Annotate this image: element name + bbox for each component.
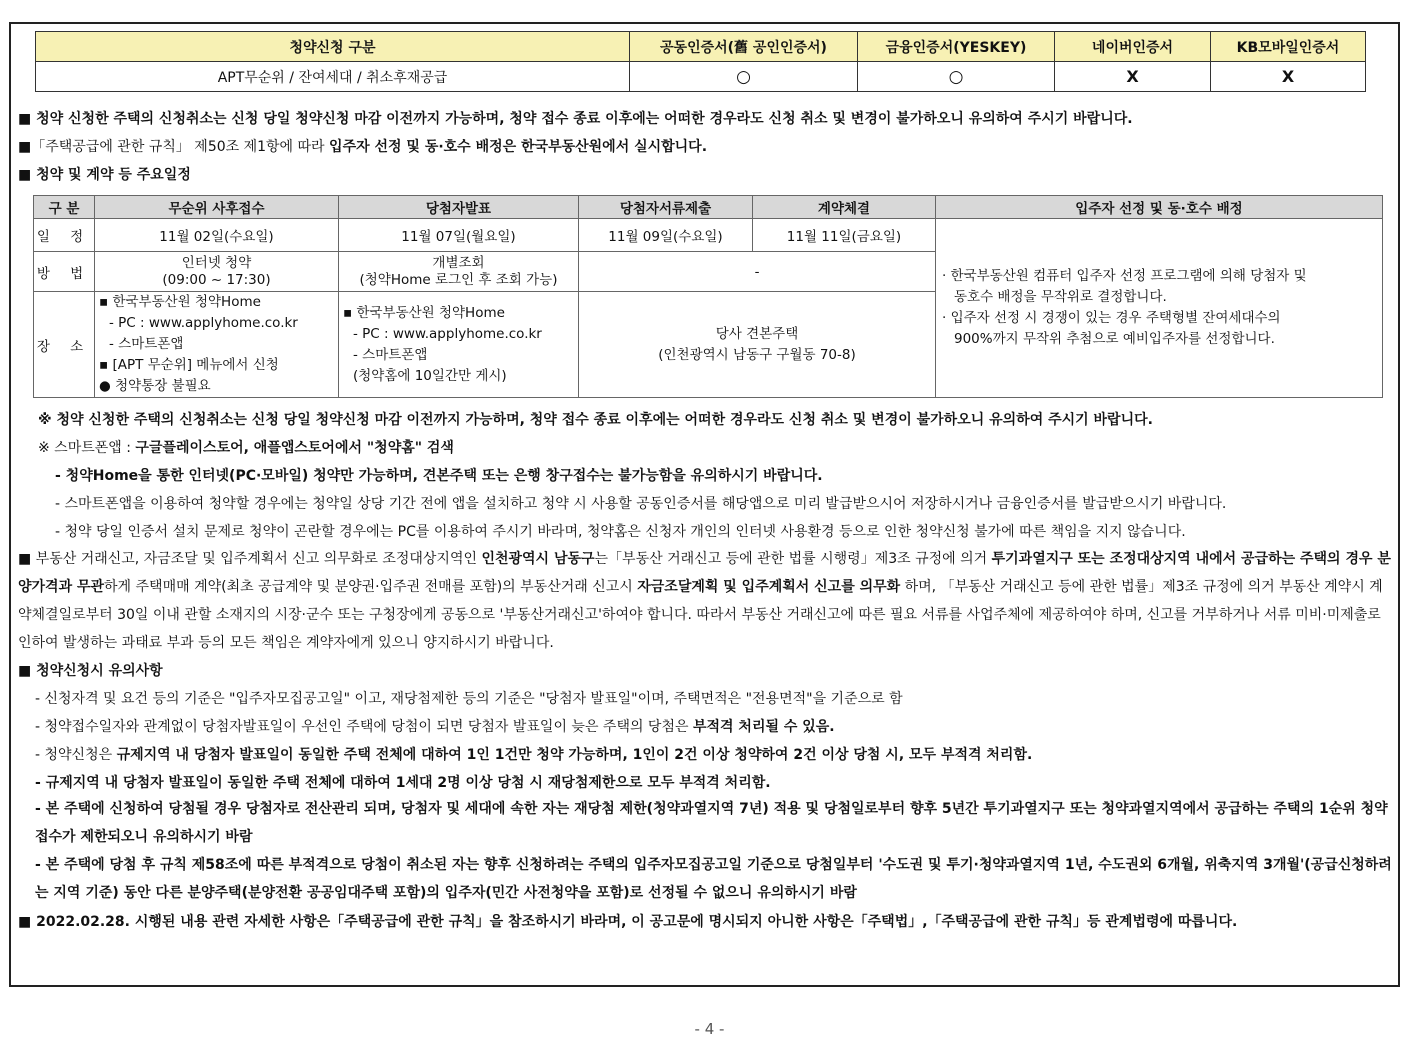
date-apply: 11월 02일(수요일)	[95, 219, 339, 252]
realestate-text: 하며, 「부동산 거래신고 등에 관한 법률」제3조 규정에 의거 부동산 계약시 계약체결일로부터 30일 이내 관할 소재지의 시장·군수 또는 구청장에게 공동으로 '부동산거래신고'하여야 합니다. 따라서 부동산 거래신고에 따른 필요 서류를 사업주체에 제공하여야 하며, 신고를 거부하거나 서류 미비·미제출로 인하여 발생하는 과태료 부과 등의 모든 책임은 계약자에게 있으니 양지하시기 바랍니다.	[18, 579, 1383, 651]
cert-header-naver: 네이버인증서	[1055, 32, 1211, 62]
date-contract: 11월 11일(금요일)	[753, 219, 936, 252]
place-apply-line: ▪ [APT 무순위] 메뉴에서 신청	[99, 357, 279, 373]
realestate-text: ■ 부동산 거래신고, 자금조달 및 입주계획서 신고 의무화로 조정대상지역인	[18, 551, 482, 567]
place-contract	[579, 292, 936, 398]
cert-header-financial: 금융인증서(YESKEY)	[858, 32, 1055, 62]
cert-row-joint: ○	[630, 62, 858, 92]
row-label-place: 장 소	[34, 292, 95, 398]
schedule-header-contract: 계약체결	[753, 196, 936, 219]
method-rest: -	[579, 252, 936, 292]
realestate-paragraph	[18, 545, 1396, 657]
caution-text: - 청약접수일자와 관계없이 당첨자발표일이 우선인 주택에 당첨이 되면 당첨자 발표일이 늦은 주택의 당첨은	[35, 719, 693, 735]
schedule-heading: ■ 청약 및 계약 등 주요일정	[18, 167, 191, 183]
certificate-table-header	[36, 32, 1366, 62]
place-announce-line: - 스마트폰앱	[353, 346, 428, 363]
schedule-header-assign: 입주자 선정 및 동·호수 배정	[936, 196, 1383, 219]
note-smartphone-app	[38, 437, 454, 457]
caution-bold: 부적격 처리될 수 있음.	[692, 719, 835, 735]
table-row	[36, 62, 1366, 92]
method-apply-time: (09:00 ~ 17:30)	[162, 271, 271, 288]
note-smartphone-search: 구글플레이스토어, 애플앱스토어에서 "청약홈" 검색	[135, 440, 454, 456]
schedule-table-header	[34, 196, 1383, 219]
cert-row-naver: X	[1055, 62, 1211, 92]
schedule-header-category: 구 분	[34, 196, 95, 219]
place-apply-line: ● 청약통장 불필요	[99, 378, 211, 394]
assign-note-line: 900%까지 무작위 추첨으로 예비입주자를 선정합니다.	[954, 331, 1275, 347]
cert-header-kb: KB모바일인증서	[1211, 32, 1366, 62]
schedule-table	[33, 195, 1383, 398]
page-number: - 4 -	[694, 1020, 725, 1038]
row-label-date: 일 정	[34, 219, 95, 252]
place-announce-line: - PC : www.applyhome.co.kr	[353, 325, 542, 342]
schedule-header-announce: 당첨자발표	[339, 196, 579, 219]
note-smartphone-label: ※ 스마트폰앱 :	[38, 440, 136, 456]
date-announce: 11월 07일(월요일)	[339, 219, 579, 252]
caution-item	[35, 716, 835, 736]
cert-row-type: APT무순위 / 잔여세대 / 취소후재공급	[36, 62, 630, 92]
method-apply	[95, 252, 339, 292]
assign-note-line: · 입주자 선정 시 경쟁이 있는 경우 주택형별 잔여세대수의	[942, 310, 1281, 326]
place-contract-line: 당사 견본주택	[715, 325, 799, 342]
note-internet-only: - 청약Home을 통한 인터넷(PC·모바일) 청약만 가능하며, 견본주택 또는 은행 창구접수는 불가능함을 유의하시기 바랍니다.	[55, 468, 823, 484]
realestate-region: 인천광역시 남동구	[481, 551, 595, 567]
table-row	[34, 219, 1383, 252]
caution-item: - 규제지역 내 당첨자 발표일이 동일한 주택 전체에 대하여 1세대 2명 이상 당첨 시 재당첨제한으로 모두 부적격 처리함.	[35, 775, 771, 791]
caution-bold: 규제지역 내 당첨자 발표일이 동일한 주택 전체에 대하여 1인 1건만 청약 가능하며, 1인이 2건 이상 청약하여 2건 이상 당첨 시, 모두 부적격 처리함.	[116, 747, 1033, 763]
place-contract-address: (인천광역시 남동구 구월동 70-8)	[658, 346, 856, 363]
note-pc-usage: - 청약 당일 인증서 설치 문제로 청약이 곤란할 경우에는 PC를 이용하여 주시기 바라며, 청약홈은 신청자 개인의 인터넷 사용환경 등으로 인한 청약신청 불가에 따른 책임을 지지 않습니다.	[55, 524, 1186, 540]
note-app-install: - 스마트폰앱을 이용하여 청약할 경우에는 청약일 상당 기간 전에 앱을 설치하고 청약 시 사용할 공동인증서를 해당앱으로 미리 발급받으시어 저장하시거나 금융인증서를 발급받으시기 바랍니다.	[55, 496, 1227, 512]
place-apply	[95, 292, 339, 398]
assign-note	[936, 219, 1383, 398]
notice-assignment-lead: ■「주택공급에 관한 규칙」 제50조 제1항에 따라	[18, 139, 330, 155]
footer-notice: ■ 2022.02.28. 시행된 내용 관련 자세한 사항은「주택공급에 관한 규칙」을 참조하시기 바라며, 이 공고문에 명시되지 아니한 사항은「주택법」,「주택공급에 관한 규칙」등 관계법령에 따릅니다.	[18, 914, 1238, 930]
assign-note-line: · 한국부동산원 컴퓨터 입주자 선정 프로그램에 의해 당첨자 및	[942, 268, 1307, 284]
place-announce-line: ▪ 한국부동산원 청약Home	[343, 304, 505, 321]
schedule-header-apply: 무순위 사후접수	[95, 196, 339, 219]
note-cancel: ※ 청약 신청한 주택의 신청취소는 신청 당일 청약신청 마감 이전까지 가능하며, 청약 접수 종료 이후에는 어떠한 경우라도 신청 취소 및 변경이 불가하오니 유의하여 주시기 바랍니다.	[38, 412, 1153, 428]
caution-item: - 신청자격 및 요건 등의 기준은 "입주자모집공고일" 이고, 재당첨제한 등의 기준은 "당첨자 발표일"이며, 주택면적은 "전용면적"을 기준으로 함	[35, 691, 903, 707]
cert-row-financial: ○	[858, 62, 1055, 92]
certificate-table	[35, 31, 1366, 92]
cert-row-kb: X	[1211, 62, 1366, 92]
caution-item	[35, 744, 1032, 764]
notice-assignment-bold: 입주자 선정 및 동·호수 배정은 한국부동산원에서 실시합니다.	[329, 139, 708, 155]
place-apply-line: - 스마트폰앱	[109, 336, 184, 352]
cert-header-joint: 공동인증서(舊 공인인증서)	[630, 32, 858, 62]
caution-text: - 청약신청은	[35, 747, 117, 763]
date-docs: 11월 09일(수요일)	[579, 219, 753, 252]
notice-cancel: ■ 청약 신청한 주택의 신청취소는 신청 당일 청약신청 마감 이전까지 가능하며, 청약 접수 종료 이후에는 어떠한 경우라도 신청 취소 및 변경이 불가하오니 유의하여 주시기 바랍니다.	[18, 111, 1133, 127]
cert-header-type: 청약신청 구분	[36, 32, 630, 62]
realestate-bold: 자금조달계획 및 입주계획서 신고를 의무화	[637, 579, 901, 595]
method-announce	[339, 252, 579, 292]
place-apply-line: ▪ 한국부동산원 청약Home	[99, 294, 261, 310]
row-label-method: 방 법	[34, 252, 95, 292]
place-apply-line: - PC : www.applyhome.co.kr	[109, 315, 298, 331]
caution-item: - 본 주택에 신청하여 당첨될 경우 당첨자로 전산관리 되며, 당첨자 및 세대에 속한 자는 재당첨 제한(청약과열지역 7년) 적용 및 당첨일로부터 향후 5년간 투기과열지구 또는 청약과열지역에서 공급하는 주택의 1순위 청약접수가 제한되오니 유의하시기 바람	[35, 801, 1388, 845]
schedule-header-docs: 당첨자서류제출	[579, 196, 753, 219]
realestate-bold: 투기과열지구 또는 조정대상지역 내에서 공급하는 주택의 경우 분양가격과 무관	[18, 551, 1391, 595]
method-apply-line: 인터넷 청약	[181, 254, 252, 271]
notice-assignment	[18, 136, 707, 156]
method-announce-detail: (청약Home 로그인 후 조회 가능)	[359, 271, 558, 288]
place-announce-line: (청약홈에 10일간만 게시)	[353, 367, 507, 384]
method-announce-line: 개별조회	[432, 254, 485, 271]
assign-note-line: 동호수 배정을 무작위로 결정합니다.	[954, 289, 1167, 305]
realestate-text: 는「부동산 거래신고 등에 관한 법률 시행령」제3조 규정에 의거	[594, 551, 992, 567]
caution-title: ■ 청약신청시 유의사항	[18, 663, 163, 679]
caution-item: - 본 주택에 당첨 후 규칙 제58조에 따른 부적격으로 당첨이 취소된 자는 향후 신청하려는 주택의 입주자모집공고일 기준으로 당첨일부터 '수도권 및 투기·청약과열지역 1년, 수도권외 6개월, 위축지역 3개월'(공급신청하려는 지역 기준) 동안 다른 분양주택(분양전환 공공임대주택 포함)의 입주자(민간 사전청약을 포함)로 선정될 수 없으니 유의하시기 바람	[35, 857, 1392, 901]
place-announce	[339, 292, 579, 398]
realestate-text: 하게 주택매매 계약(최초 공급계약 및 분양권·입주권 전매를 포함)의 부동산거래 신고시	[104, 579, 638, 595]
